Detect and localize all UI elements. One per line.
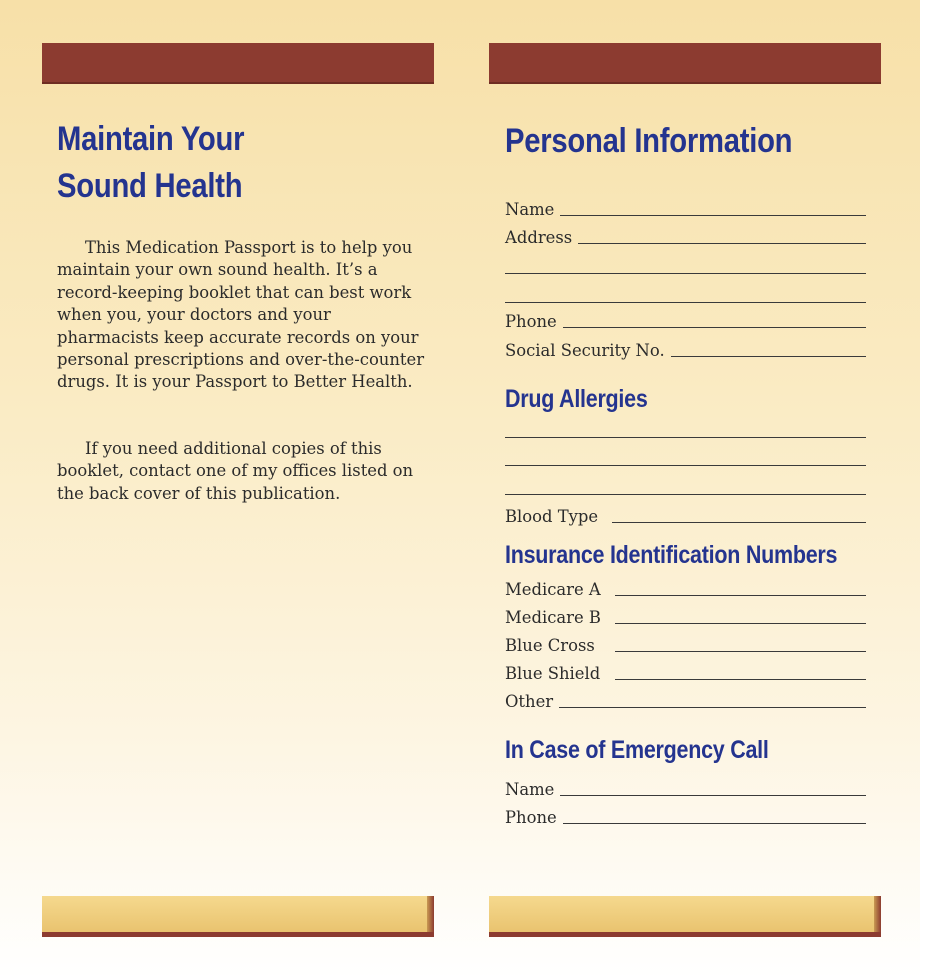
blue-shield-label: Blue Shield [505, 664, 601, 683]
allergy-line-1[interactable] [505, 437, 866, 438]
copies-paragraph-text: If you need additional copies of this booklet, contact one of my offices listed on the back cover of this publication. [57, 439, 414, 503]
blood-type-field[interactable] [505, 503, 866, 527]
medicare-a-field[interactable] [505, 576, 866, 600]
blood-type-line[interactable] [612, 521, 866, 523]
ssn-field[interactable] [505, 337, 866, 361]
name-line[interactable] [560, 214, 866, 216]
drug-allergies-heading: Drug Allergies [505, 385, 648, 413]
blood-type-label: Blood Type [505, 507, 599, 526]
intro-paragraph [57, 237, 427, 394]
blue-cross-line[interactable] [615, 650, 866, 652]
medicare-a-line[interactable] [615, 594, 866, 596]
left-heading-line1: Maintain Your [57, 120, 245, 158]
address-line-2[interactable] [505, 273, 866, 274]
address-field[interactable] [505, 224, 866, 248]
other-insurance-field[interactable] [505, 688, 866, 712]
phone-field[interactable] [505, 308, 866, 332]
blue-cross-field[interactable] [505, 632, 866, 656]
name-label: Name [505, 200, 555, 219]
address-label: Address [505, 228, 573, 247]
left-heading-line2: Sound Health [57, 167, 243, 205]
allergy-line-2[interactable] [505, 465, 866, 466]
medicare-b-line[interactable] [615, 622, 866, 624]
address-line-3[interactable] [505, 302, 866, 303]
emergency-name-field[interactable] [505, 776, 866, 800]
personal-info-title: Personal Information [505, 122, 793, 160]
left-bottom-bar [42, 896, 434, 937]
emergency-phone-line[interactable] [563, 822, 866, 824]
emergency-heading: In Case of Emergency Call [505, 736, 769, 764]
page-edge [920, 0, 950, 978]
blue-cross-label: Blue Cross [505, 636, 595, 655]
phone-label: Phone [505, 312, 557, 331]
right-bottom-bar [489, 896, 881, 937]
medicare-b-label: Medicare B [505, 608, 601, 627]
insurance-heading: Insurance Identification Numbers [505, 541, 838, 569]
emergency-phone-field[interactable] [505, 804, 866, 828]
emergency-phone-label: Phone [505, 808, 557, 827]
medicare-a-label: Medicare A [505, 580, 601, 599]
intro-paragraph-text: This Medication Passport is to help you maintain your own sound health. It’s a record-keeping booklet that can best work when you, your doctors and your pharmacists keep accurate records on your personal prescriptions and over-the-counter drugs. It is your Passport to Better Health. [57, 238, 425, 392]
address-line[interactable] [578, 242, 866, 244]
other-insurance-label: Other [505, 692, 554, 711]
emergency-name-line[interactable] [560, 794, 866, 796]
ssn-line[interactable] [671, 355, 866, 357]
phone-line[interactable] [563, 326, 866, 328]
blue-shield-line[interactable] [615, 678, 866, 680]
left-top-bar [42, 43, 434, 84]
name-field[interactable] [505, 196, 866, 220]
ssn-label: Social Security No. [505, 341, 665, 360]
copies-paragraph [57, 438, 427, 505]
allergy-line-3[interactable] [505, 494, 866, 495]
other-insurance-line[interactable] [559, 706, 866, 708]
medicare-b-field[interactable] [505, 604, 866, 628]
emergency-name-label: Name [505, 780, 555, 799]
right-top-bar [489, 43, 881, 84]
blue-shield-field[interactable] [505, 660, 866, 684]
